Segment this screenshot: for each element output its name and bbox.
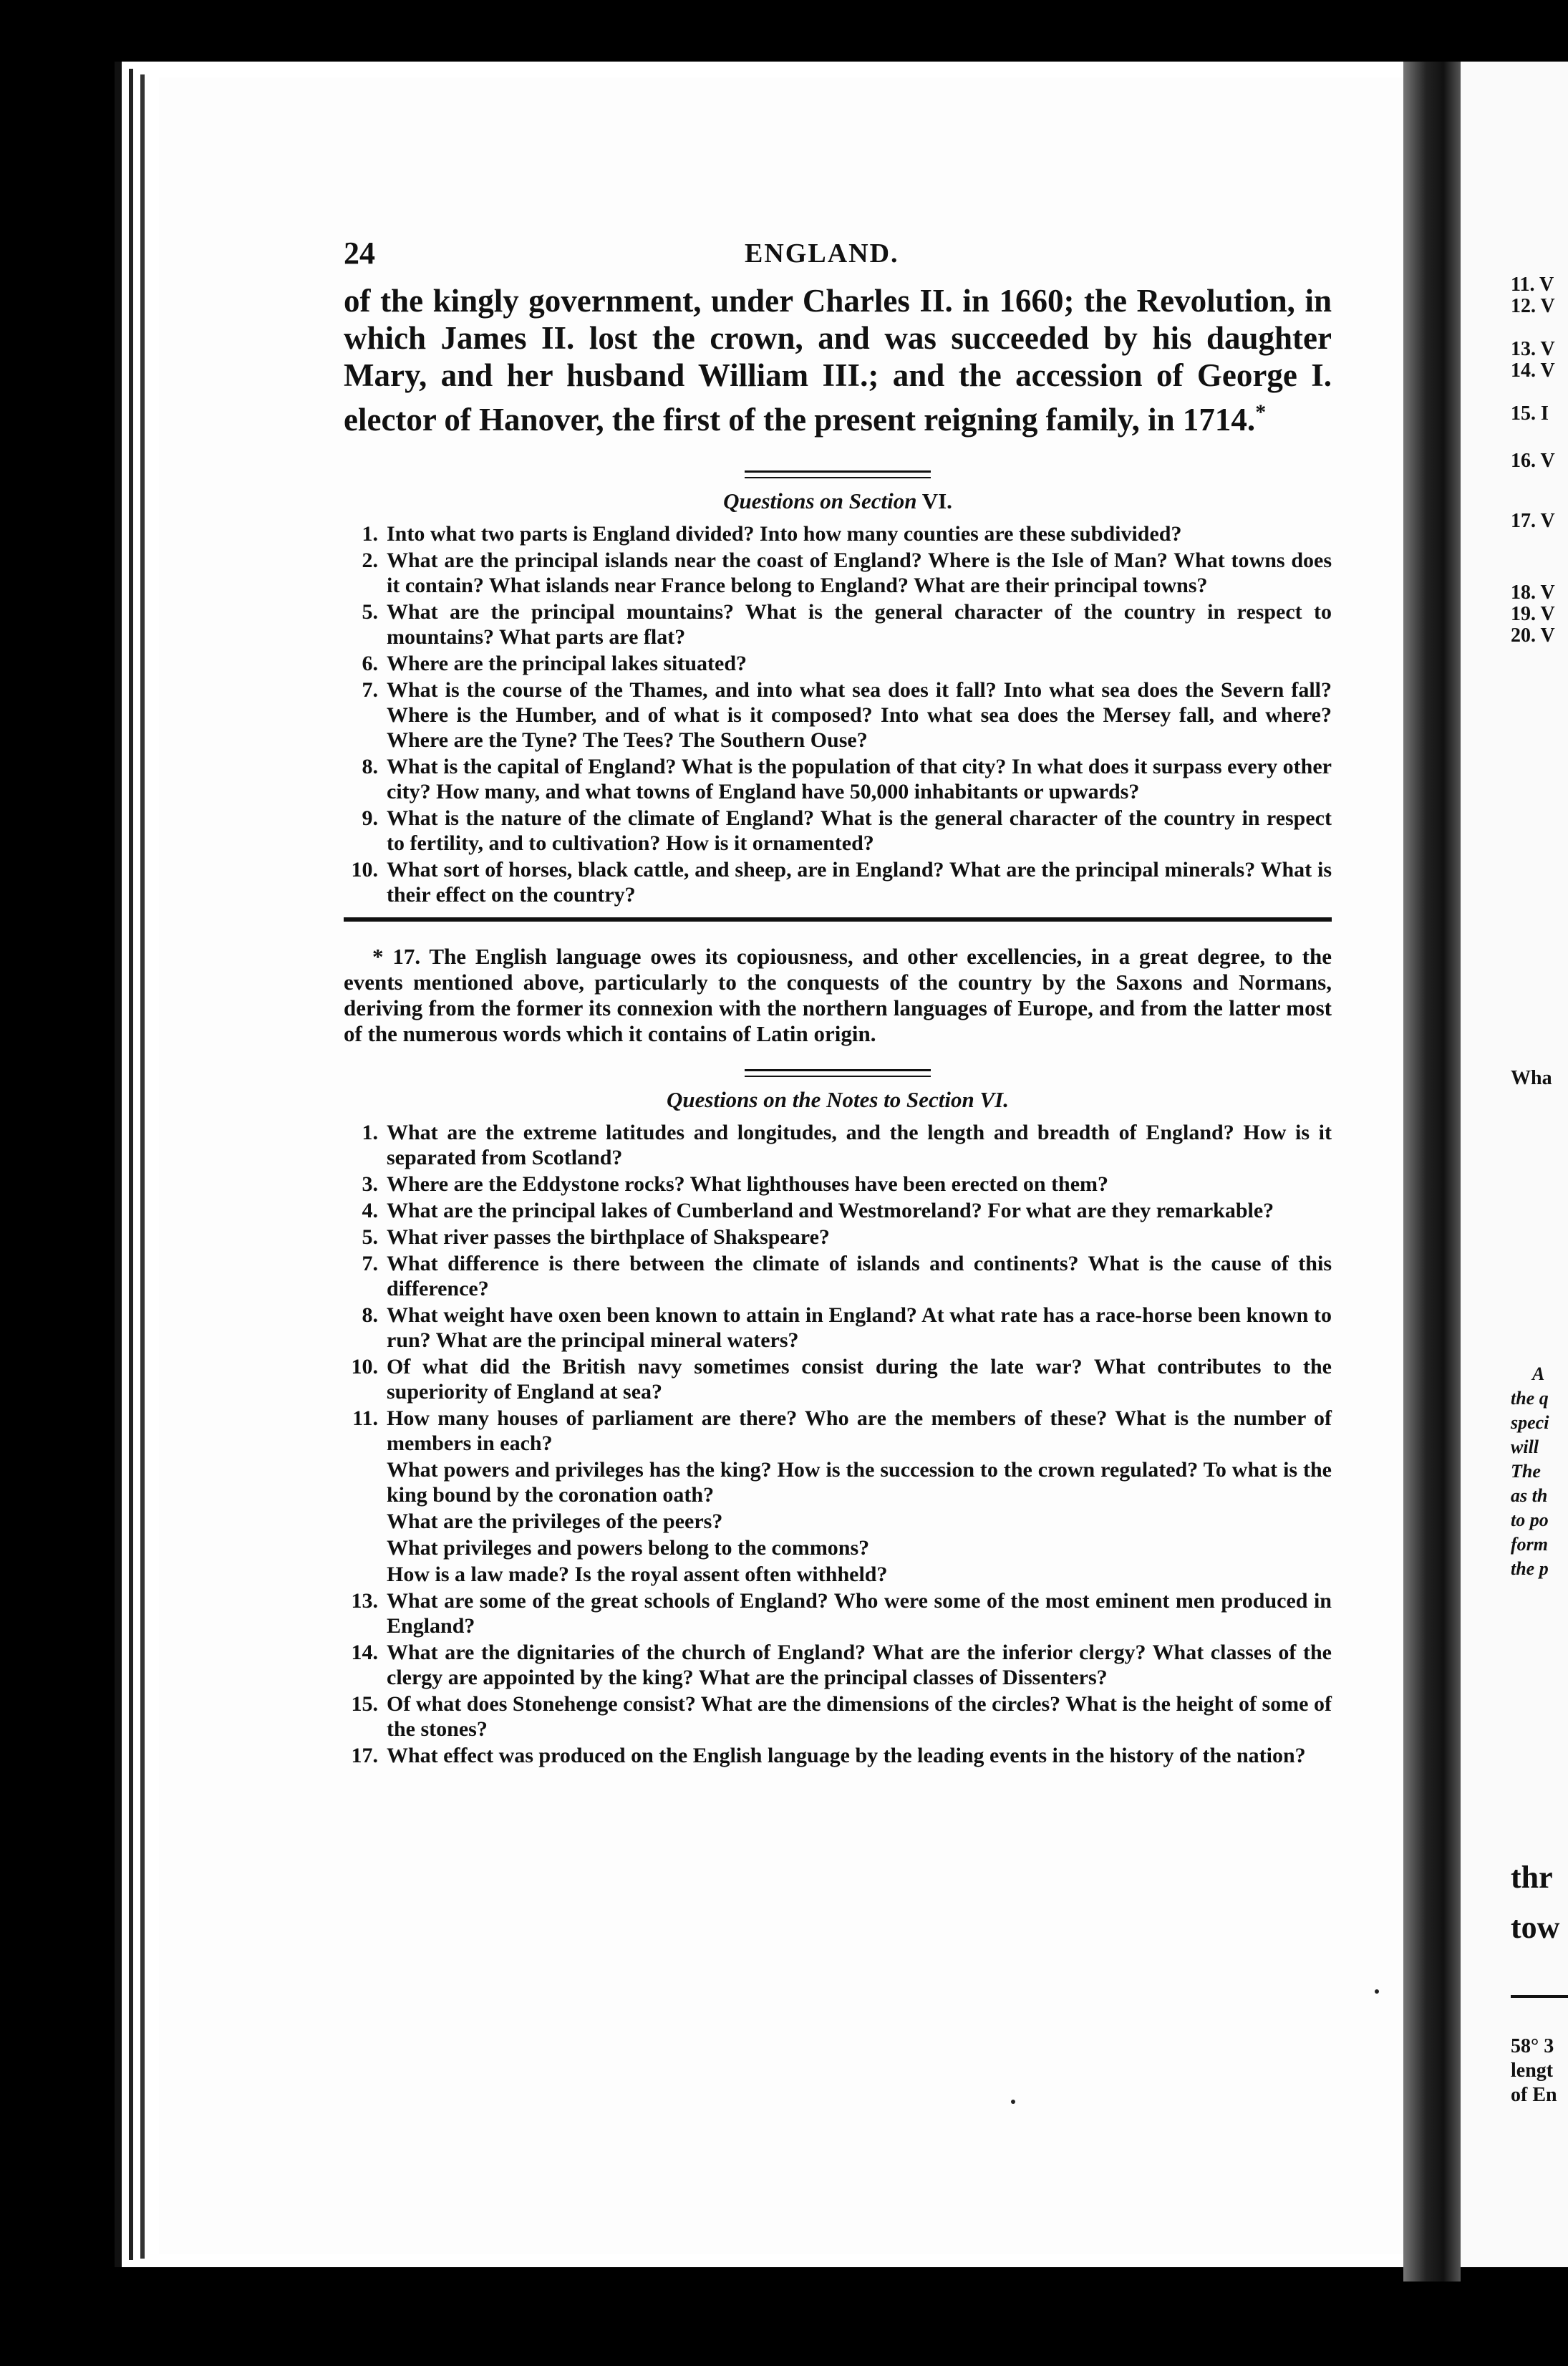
- question-number: 8.: [362, 755, 378, 778]
- adjacent-fragment: 13. V: [1511, 338, 1555, 360]
- adjacent-page: [1461, 62, 1568, 2267]
- question-item: [344, 1120, 1332, 1170]
- running-title: ENGLAND.: [745, 238, 899, 269]
- question-item: [344, 1225, 1332, 1250]
- adjacent-fragment: the q: [1511, 1388, 1549, 1409]
- question-number: 8.: [362, 1303, 378, 1327]
- question-text: What powers and privileges has the king? How is the succession to the crown regulated? To what is the king bound by the coronation oath?: [387, 1458, 1332, 1507]
- question-item: [344, 1562, 1332, 1587]
- question-text: What are the principal lakes of Cumberland and Westmoreland? For what are they remarkable?: [387, 1199, 1274, 1222]
- question-item: [344, 1588, 1332, 1638]
- question-text: What are the extreme latitudes and longitudes, and the length and breadth of England? How is it separated from Scotland?: [387, 1121, 1332, 1169]
- adjacent-fragment: of En: [1511, 2084, 1557, 2106]
- question-item: [344, 806, 1332, 856]
- adjacent-fragment: The: [1511, 1461, 1541, 1482]
- question-text: What is the nature of the climate of England? What is the general character of the country in respect to fertility, and to cultivation? How is it ornamented?: [387, 806, 1332, 855]
- footnote: * 17. The English language owes its copiousness, and other excellencies, in a great degree, to the events mentioned above, particularly to the conquests of the country by the Saxons and Normans, deriving from the former its connexion with the northern languages of Europe, and from the latter most of the numerous words which it contains of Latin origin.: [344, 944, 1332, 1046]
- question-item: [344, 1457, 1332, 1507]
- question-item: [344, 651, 1332, 676]
- question-number: 3.: [362, 1172, 378, 1196]
- footnote-separator: [344, 917, 1332, 922]
- adjacent-fragment: 19. V: [1511, 603, 1555, 625]
- question-item: [344, 1691, 1332, 1742]
- question-item: [344, 599, 1332, 650]
- adjacent-fragment: thr: [1511, 1860, 1553, 1895]
- adjacent-fragment: to po: [1511, 1510, 1549, 1530]
- question-number: 7.: [362, 678, 378, 702]
- adjacent-fragment: form: [1511, 1534, 1548, 1555]
- question-text: What difference is there between the climate of islands and continents? What is the cause of this difference?: [387, 1252, 1332, 1300]
- question-item: [344, 1303, 1332, 1353]
- question-number: 2.: [362, 549, 378, 572]
- question-item: [344, 1251, 1332, 1301]
- adjacent-fragment: 58° 3: [1511, 2035, 1554, 2057]
- question-item: [344, 1198, 1332, 1223]
- notes-questions-heading: [344, 1087, 1332, 1113]
- question-text: What are the principal mountains? What is the general character of the country in respect to mountains? What parts are flat?: [387, 600, 1332, 649]
- adjacent-fragment: Wha: [1511, 1067, 1552, 1089]
- question-text: What privileges and powers belong to the commons?: [387, 1536, 870, 1560]
- question-number: 15.: [351, 1692, 378, 1716]
- adjacent-fragment: the p: [1511, 1558, 1549, 1579]
- question-number: 10.: [351, 1355, 378, 1378]
- adjacent-fragment: 12. V: [1511, 295, 1555, 317]
- question-item: [344, 1743, 1332, 1768]
- question-item: [344, 1354, 1332, 1404]
- question-text: What is the course of the Thames, and into what sea does it fall? Into what sea does the Severn fall? Where is the Humber, and of what is it composed? Into what sea does the Mersey fall, and where? Where are the Tyne? The Tees? The Southern Ouse?: [387, 678, 1332, 752]
- section-questions-heading-number: VI.: [921, 488, 952, 513]
- ornamental-rule: [745, 1069, 931, 1077]
- question-item: [344, 677, 1332, 753]
- question-number: 7.: [362, 1252, 378, 1275]
- question-item: [344, 1406, 1332, 1456]
- adjacent-fragment: 20. V: [1511, 624, 1555, 647]
- adjacent-fragment: will: [1511, 1436, 1539, 1457]
- question-number: 1.: [362, 522, 378, 546]
- question-text: How many houses of parliament are there? Who are the members of these? What is the number of members in each?: [387, 1406, 1332, 1455]
- question-number: 14.: [351, 1641, 378, 1664]
- adjacent-fragment: A: [1532, 1363, 1545, 1384]
- question-text: What weight have oxen been known to attain in England? At what rate has a race-horse been known to run? What are the principal mineral waters?: [387, 1303, 1332, 1352]
- page-content: [344, 235, 1332, 1769]
- question-text: Into what two parts is England divided? Into how many counties are these subdivided?: [387, 522, 1182, 546]
- adjacent-fragment: 17. V: [1511, 510, 1555, 532]
- adjacent-fragment: lengt: [1511, 2060, 1554, 2082]
- question-number: 4.: [362, 1199, 378, 1222]
- question-text: What are the dignitaries of the church of England? What are the inferior clergy? What classes of the clergy are appointed by the king? What are the principal classes of Dissenters?: [387, 1641, 1332, 1689]
- question-item: [344, 1640, 1332, 1690]
- adjacent-fragment: 14. V: [1511, 359, 1555, 382]
- notes-questions-heading-text: Questions on the Notes to Section VI.: [667, 1087, 1009, 1112]
- question-number: 10.: [351, 858, 378, 882]
- notes-questions-list: [344, 1120, 1332, 1768]
- question-text: What sort of horses, black cattle, and sheep, are in England? What are the principal minerals? What is their effect on the country?: [387, 858, 1332, 907]
- adjacent-rule: [1511, 1995, 1568, 1998]
- question-item: [344, 1509, 1332, 1534]
- question-item: [344, 1172, 1332, 1197]
- question-number: 13.: [351, 1589, 378, 1613]
- question-item: [344, 521, 1332, 546]
- question-text: Of what does Stonehenge consist? What are the dimensions of the circles? What is the height of some of the stones?: [387, 1692, 1332, 1741]
- question-text: What is the capital of England? What is the population of that city? In what does it surpass every other city? How many, and what towns of England have 50,000 inhabitants or upwards?: [387, 755, 1332, 803]
- question-text: What are the privileges of the peers?: [387, 1510, 723, 1533]
- footnote-reference: *: [1255, 400, 1267, 424]
- question-number: 1.: [362, 1121, 378, 1144]
- question-item: [344, 754, 1332, 804]
- question-number: 5.: [362, 1225, 378, 1249]
- adjacent-fragment: as th: [1511, 1485, 1548, 1506]
- running-head: [344, 235, 1332, 275]
- question-number: 11.: [352, 1406, 378, 1430]
- section-questions-list: [344, 521, 1332, 907]
- body-paragraph: [344, 282, 1332, 438]
- question-item: [344, 1535, 1332, 1560]
- adjacent-fragment: 15. I: [1511, 402, 1549, 425]
- question-number: 9.: [362, 806, 378, 830]
- section-questions-heading-italic: Questions on Section: [723, 488, 917, 513]
- adjacent-fragment: 11. V: [1511, 274, 1554, 296]
- question-text: Where are the Eddystone rocks? What lighthouses have been erected on them?: [387, 1172, 1109, 1196]
- question-text: What river passes the birthplace of Shakspeare?: [387, 1225, 830, 1249]
- question-number: 17.: [351, 1744, 378, 1767]
- question-text: What are the principal islands near the coast of England? Where is the Isle of Man? What towns does it contain? What islands near France belong to England? What are their principal towns?: [387, 549, 1332, 597]
- adjacent-fragment: 18. V: [1511, 581, 1555, 604]
- section-questions-heading: [344, 488, 1332, 514]
- adjacent-fragment: 16. V: [1511, 450, 1555, 472]
- page-number: 24: [344, 236, 375, 271]
- adjacent-fragment: speci: [1511, 1412, 1549, 1433]
- question-text: What are some of the great schools of England? Who were some of the most eminent men produced in England?: [387, 1589, 1332, 1638]
- question-text: What effect was produced on the English language by the leading events in the history of the nation?: [387, 1744, 1306, 1767]
- question-text: How is a law made? Is the royal assent often withheld?: [387, 1563, 888, 1586]
- question-text: Where are the principal lakes situated?: [387, 652, 747, 675]
- question-item: [344, 857, 1332, 907]
- question-number: 6.: [362, 652, 378, 675]
- adjacent-fragment: tow: [1511, 1910, 1560, 1945]
- body-paragraph-text: of the kingly government, under Charles II. in 1660; the Revolution, in which James II. lost the crown, and was succeeded by his daughter Mary, and her husband William III.; and the accession of George I. elector of Hanover, the first of the present reigning family, in 1714.: [344, 283, 1332, 438]
- book-gutter: [1403, 62, 1461, 2282]
- page-speck: [1375, 1989, 1379, 1994]
- page-speck: [1011, 2100, 1015, 2104]
- question-item: [344, 548, 1332, 598]
- question-number: 5.: [362, 600, 378, 624]
- ornamental-rule: [745, 470, 931, 478]
- question-text: Of what did the British navy sometimes consist during the late war? What contributes to the superiority of England at sea?: [387, 1355, 1332, 1404]
